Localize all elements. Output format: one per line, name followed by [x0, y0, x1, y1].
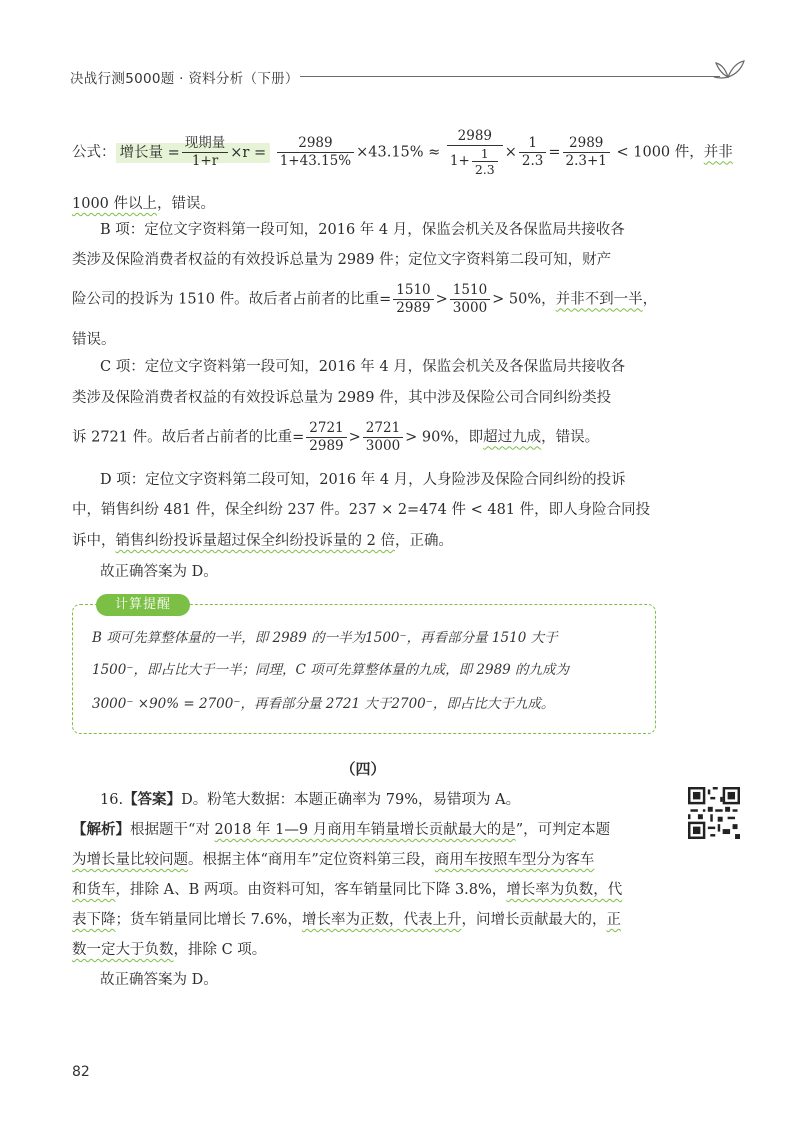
- fraction-denominator: 3000: [452, 300, 488, 316]
- fraction-numerator: 2721: [306, 420, 346, 438]
- analysis-highlight: 表下降: [72, 912, 116, 928]
- analysis-highlight: 2018 年 1—9 月商用车销量增长贡献最大的是: [214, 822, 516, 838]
- analysis-text: 根据题干“对: [130, 822, 215, 838]
- fraction-numerator: 1510: [450, 282, 490, 300]
- leaf-sprout-icon: [712, 55, 746, 85]
- header-rule: [300, 76, 720, 77]
- option-c-line-1: C 项：定位文字资料第一段可知，2016 年 4 月，保监会机关及各保监局共接收各: [100, 359, 626, 375]
- option-b-text: > 50%，: [492, 291, 556, 308]
- fraction-denominator: [447, 146, 503, 177]
- option-c-highlight: 超过九成: [483, 429, 542, 446]
- answer-label: 【答案】: [123, 792, 182, 808]
- option-c-text: > 90%，即: [405, 429, 484, 446]
- running-header-title: 决战行测5000题 · 资料分析（下册）: [70, 71, 299, 87]
- formula-label: 增长量 =: [119, 144, 180, 161]
- fraction-denominator: 2989: [396, 300, 431, 316]
- analysis-text: 。根据主体“商用车”定位资料第三段，: [188, 852, 435, 868]
- fraction-numerator: 1510: [393, 282, 433, 300]
- analysis-text: ，排除 C 项。: [173, 942, 267, 958]
- tip-line-2: 1500⁻，即占比大于一半；同理，C 项可先算整体量的九成，即 2989 的九成为: [92, 662, 570, 678]
- formula-tail-highlight: 并非: [703, 144, 733, 161]
- option-c-text: 诉 2721 件。故后者占前者的比重=: [72, 429, 305, 446]
- analysis-highlight: 增长率为正数，代表上升: [301, 912, 462, 928]
- option-c-line-3: [72, 420, 599, 455]
- q16-analysis-line-2: [72, 848, 594, 869]
- question-number: 16.: [100, 792, 124, 808]
- page-number: 82: [72, 1064, 90, 1080]
- fraction-denominator: 1+r: [191, 153, 219, 169]
- option-b-highlight: 并非不到一半: [555, 291, 643, 308]
- option-d-line-1: D 项：定位文字资料第二段可知，2016 年 4 月，人身险涉及保险合同纠纷的投诉: [100, 472, 626, 488]
- option-d-line-3: [72, 529, 453, 550]
- analysis-label: 【解析】: [72, 822, 130, 838]
- fraction-denominator: 2.3: [521, 153, 544, 169]
- q16-analysis-line-3: [72, 878, 622, 899]
- tip-line-3: 3000⁻ ×90% = 2700⁻，再看部分量 2721 大于2700⁻，即占比大于九成。: [92, 696, 555, 712]
- formula-operator: >: [435, 291, 448, 308]
- q16-answer-line: [100, 788, 520, 809]
- qr-code[interactable]: [688, 787, 740, 839]
- analysis-highlight: 数一定大于负数: [72, 942, 174, 958]
- option-d-text: 诉中，: [72, 533, 116, 549]
- formula-line: [72, 128, 733, 177]
- fraction-denominator: 2.3+1: [565, 153, 607, 169]
- formula-operator: ×: [504, 144, 517, 161]
- formula-conclusion-highlight: 1000 件以上: [72, 196, 158, 212]
- option-b-line-2: 类涉及保险消费者权益的有效投诉总量为 2989 件；定位文字资料第二段可知，财产: [72, 252, 612, 268]
- analysis-highlight: 和货车: [72, 882, 116, 898]
- option-b-text: ，: [642, 291, 658, 308]
- fraction-numerator: 1: [519, 135, 546, 153]
- q16-analysis-line-5: [72, 938, 266, 959]
- formula-operator: ×r =: [230, 144, 267, 161]
- answer-conclusion-2: 故正确答案为 D。: [100, 972, 218, 988]
- formula-tail: < 1000 件，: [616, 144, 704, 161]
- formula-conclusion: ，错误。: [157, 196, 216, 212]
- option-b-line-1: B 项：定位文字资料第一段可知，2016 年 4 月，保监会机关及各保监局共接收各: [100, 222, 625, 238]
- fraction-numerator: 2989: [447, 128, 503, 146]
- option-c-line-2: 类涉及保险消费者权益的有效投诉总量为 2989 件，其中涉及保险公司合同纠纷类投: [72, 390, 612, 406]
- option-b-text: 险公司的投诉为 1510 件。故后者占前者的比重=: [72, 291, 392, 308]
- option-d-text: ，正确。: [394, 533, 453, 549]
- formula-highlight: [116, 135, 271, 169]
- analysis-highlight: 正: [606, 912, 621, 928]
- fraction-numerator: 1: [472, 146, 498, 162]
- fraction-prefix: 1+: [449, 153, 470, 169]
- option-d-highlight: 销售纠纷投诉量超过保全纠纷投诉量的 2 倍: [115, 533, 395, 549]
- calculation-tip-tag: 计算提醒: [96, 594, 190, 616]
- analysis-highlight: 商用车按照车型分为客车: [434, 852, 595, 868]
- formula-operator: =: [548, 144, 561, 161]
- tip-line-1: B 项可先算整体量的一半，即 2989 的一半为1500⁻，再看部分量 1510 大于: [92, 630, 558, 646]
- option-c-text: ，错误。: [541, 429, 600, 446]
- analysis-text: ，排除 A、B 两项。由资料可知，客车销量同比下降 3.8%，: [115, 882, 507, 898]
- answer-text: D。粉笔大数据：本题正确率为 79%，易错项为 A。: [181, 792, 521, 808]
- fraction-denominator: 2989: [309, 438, 344, 454]
- analysis-highlight: 增长率为负数，代: [506, 882, 623, 898]
- analysis-highlight: 为增长量比较问题: [72, 852, 188, 868]
- analysis-text: ；货车销量同比增长 7.6%，: [115, 912, 302, 928]
- formula-operator: >: [348, 429, 361, 446]
- option-b-line-3: [72, 282, 657, 317]
- q16-analysis-line-1: [72, 818, 610, 839]
- fraction-denominator: 3000: [365, 438, 401, 454]
- fraction-numerator: 现期量: [182, 135, 229, 153]
- section-title: （四）: [340, 760, 386, 778]
- option-d-line-2: 中，销售纠纷 481 件，保全纠纷 237 件。237 × 2=474 件 < 481 件，即人身险合同投: [72, 502, 651, 518]
- formula-line-2: [72, 192, 215, 213]
- fraction-denominator: 1+43.15%: [279, 153, 352, 169]
- analysis-text: ”，可判定本题: [515, 822, 611, 838]
- fraction-numerator: 2721: [363, 420, 403, 438]
- fraction-denominator: 2.3: [474, 162, 495, 177]
- formula-operator: ×43.15% ≈: [356, 144, 441, 161]
- formula-prefix: 公式：: [72, 144, 116, 161]
- fraction-numerator: 2989: [277, 135, 354, 153]
- analysis-text: ，问增长贡献最大的，: [461, 912, 607, 928]
- answer-conclusion-1: 故正确答案为 D。: [100, 564, 218, 580]
- fraction-numerator: 2989: [563, 135, 610, 153]
- option-b-line-4: 错误。: [72, 332, 116, 348]
- q16-analysis-line-4: [72, 908, 621, 929]
